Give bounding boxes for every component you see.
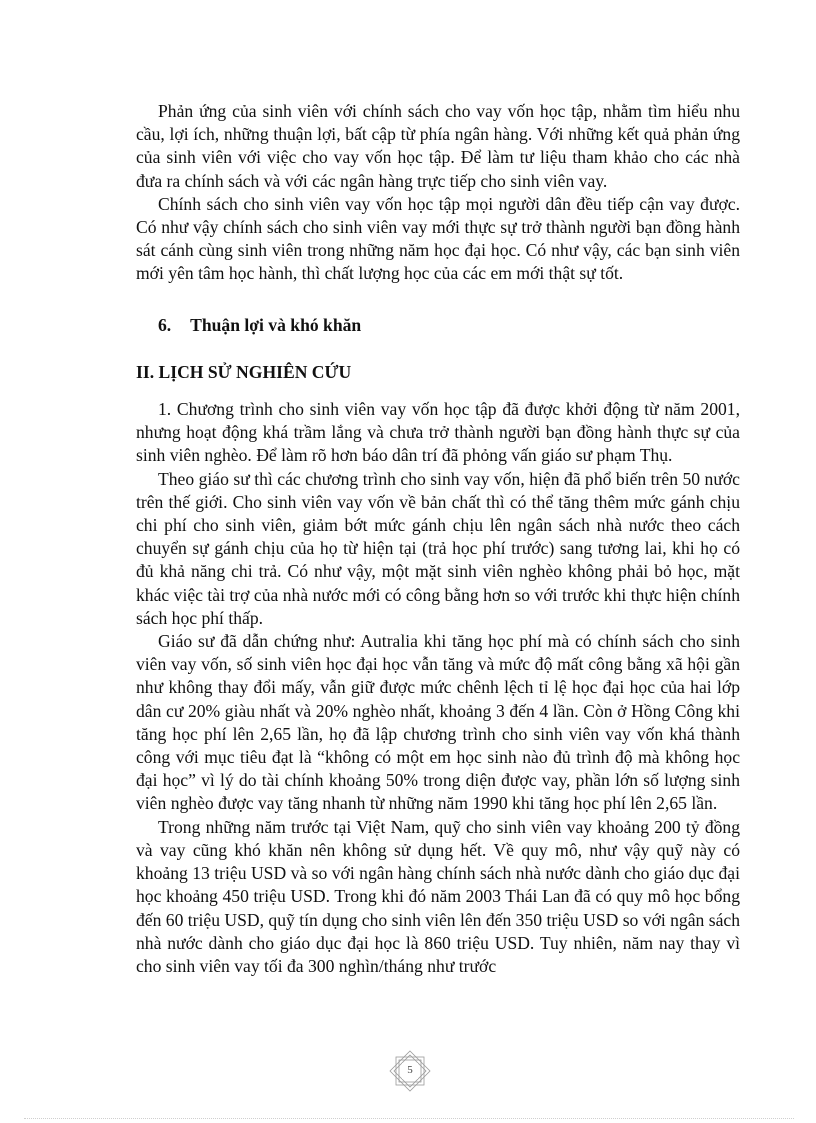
section-title: Thuận lợi và khó khăn bbox=[190, 314, 362, 335]
section-heading-6 bbox=[136, 314, 740, 337]
paragraph: 1. Chương trình cho sinh viên vay vốn học tập đã được khởi động từ năm 2001, nhưng hoạt động khá trầm lắng và chưa trở thành người bạn đồng hành thực sự của sinh viên nghèo. Để làm rõ hơn báo dân trí đã phỏng vấn giáo sư phạm Thụ. bbox=[136, 399, 740, 466]
page-number: 5 bbox=[407, 1064, 413, 1076]
bottom-divider bbox=[24, 1118, 794, 1119]
paragraph: Trong những năm trước tại Việt Nam, quỹ cho sinh viên vay khoảng 200 tỷ đồng và vay cũng khó khăn nên không sử dụng hết. Về quy mô, như vậy quỹ này có khoảng 13 triệu USD và so với ngân hàng chính sách nhà nước dành cho giáo dục đại học khoảng 450 triệu USD. Trong khi đó năm 2003 Thái Lan đã có quy mô học bổng đến 60 triệu USD, quỹ tín dụng cho sinh viên lên đến 350 triệu USD so với ngân sách nhà nước dành cho giáo dục đại học là 860 triệu USD. Tuy nhiên, năm nay thay vì cho sinh viên vay tối đa 300 nghìn/tháng như trước bbox=[136, 816, 740, 976]
paragraph: Phản ứng của sinh viên với chính sách cho vay vốn học tập, nhằm tìm hiểu nhu cầu, lợi ích, những thuận lợi, bất cập từ phía ngân hàng. Với những kết quả phản ứng của sinh viên với việc cho vay vốn học tập. Để làm tư liệu tham khảo cho các nhà đưa ra chính sách và với các ngân hàng trực tiếp cho sinh viên vay. bbox=[136, 101, 740, 191]
page-number-ornament bbox=[388, 1049, 432, 1093]
chapter-heading: II. LỊCH SỬ NGHIÊN CỨU bbox=[136, 361, 352, 382]
paragraph: Theo giáo sư thì các chương trình cho sinh vay vốn, hiện đã phổ biến trên 50 nước trên thế giới. Cho sinh viên vay vốn về bản chất thì có thể tăng thêm mức gánh chịu chi phí cho sinh viên, giảm bớt mức gánh chịu lên ngân sách nhà nước theo cách chuyển sự gánh chịu của họ từ hiện tại (trả học phí trước) sang tương lai, khi họ có đủ khả năng chi trả. Có như vậy, một mặt sinh viên nghèo không phải bỏ học, mặt khác việc tài trợ của nhà nước mới có công bằng hơn so với trước khi thực hiện chính sách học phí thấp. bbox=[136, 468, 740, 628]
paragraph: Chính sách cho sinh viên vay vốn học tập mọi người dân đều tiếp cận vay được. Có như vậy chính sách cho sinh viên vay mới thực sự trở thành người bạn đồng hành sát cánh cùng sinh viên trong những năm học đại học. Có như vậy, các bạn sinh viên mới yên tâm học hành, thì chất lượng học của các em mới thật sự tốt. bbox=[136, 193, 740, 284]
document-body bbox=[136, 100, 740, 978]
paragraph: Giáo sư đã dẫn chứng như: Autralia khi tăng học phí mà có chính sách cho sinh viên vay vốn, số sinh viên học đại học vẫn tăng và mức độ mất công bằng xã hội gần như không thay đổi mấy, vẫn giữ được mức chênh lệch tỉ lệ học đại học của hai lớp dân cư 20% giàu nhất và 20% nghèo nhất, khoảng 3 đến 4 lần. Còn ở Hồng Công khi tăng học phí lên 2,65 lần, họ đã lập chương trình cho sinh viên vay vốn khá thành công với mục tiêu đạt là “không có một em học sinh nào đủ trình độ mà không học đại học” vì lý do tài chính khoảng 50% trong diện được vay, phần lớn số lượng sinh viên nghèo được vay tăng nhanh từ những năm 1990 khi tăng học phí lên 2,65 lần. bbox=[136, 631, 740, 814]
section-number: 6. bbox=[158, 314, 172, 335]
